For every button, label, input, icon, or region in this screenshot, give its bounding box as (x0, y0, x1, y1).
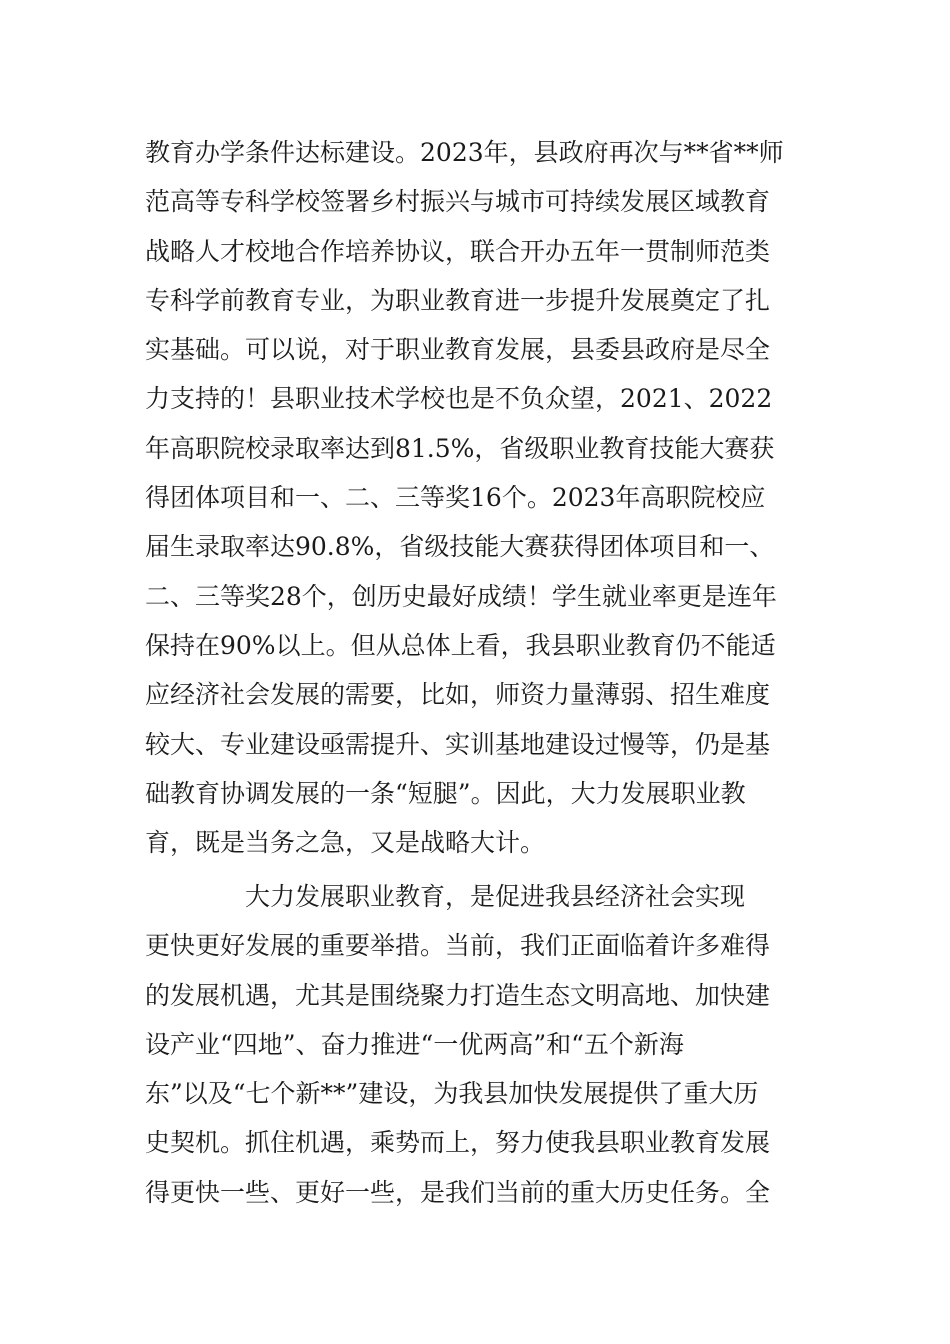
text-line: 战略人才校地合作培养协议，联合开办五年一贯制师范类 (145, 236, 771, 266)
text-line: 础教育协调发展的一条“短腿”。因此，大力发展职业教 (145, 778, 746, 808)
text-line: 东”以及“七个新**”建设，为我县加快发展提供了重大历 (145, 1079, 759, 1109)
text-line: 力支持的！县职业技术学校也是不负众望，2021、2022 (145, 384, 773, 414)
text-line: 大力发展职业教育，是促进我县经济社会实现 (145, 882, 746, 911)
text-line: 教育办学条件达标建设。2023年，县政府再次与**省**师 (145, 138, 784, 167)
text-line: 的发展机遇，尤其是围绕聚力打造生态文明高地、加快建 (145, 980, 771, 1010)
text-line: 设产业“四地”、奋力推进“一优两高”和“五个新海 (145, 1029, 684, 1059)
text-line: 育，既是当务之急，又是战略大计。 (145, 828, 546, 858)
text-line: 年高职院校录取率达到81.5%，省级职业教育技能大赛获 (145, 433, 775, 463)
text-line: 得团体项目和一、二、三等奖16个。2023年高职院校应 (145, 483, 766, 513)
paragraph-2 (145, 872, 815, 1217)
paragraph-1 (145, 128, 815, 867)
text-line: 史契机。抓住机遇，乘势而上，努力使我县职业教育发展 (145, 1128, 771, 1158)
text-line: 更快更好发展的重要举措。当前，我们正面临着许多难得 (145, 931, 771, 961)
text-line: 较大、专业建设亟需提升、实训基地建设过慢等，仍是基 (145, 729, 771, 759)
text-line: 实基础。可以说，对于职业教育发展，县委县政府是尽全 (145, 335, 771, 365)
text-line: 二、三等奖28个，创历史最好成绩！学生就业率更是连年 (145, 581, 777, 611)
text-line: 得更快一些、更好一些，是我们当前的重大历史任务。全 (145, 1177, 771, 1207)
text-line: 应经济社会发展的需要，比如，师资力量薄弱、招生难度 (145, 680, 771, 710)
text-line: 保持在90%以上。但从总体上看，我县职业教育仍不能适 (145, 630, 776, 660)
text-line: 专科学前教育专业，为职业教育进一步提升发展奠定了扎 (145, 285, 771, 315)
text-line: 范高等专科学校签署乡村振兴与城市可持续发展区域教育 (145, 187, 771, 217)
text-line: 届生录取率达90.8%，省级技能大赛获得团体项目和一、 (145, 532, 775, 562)
